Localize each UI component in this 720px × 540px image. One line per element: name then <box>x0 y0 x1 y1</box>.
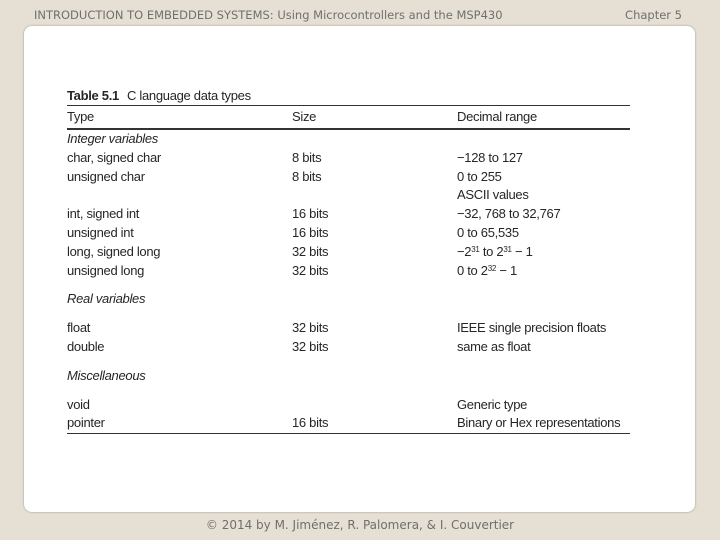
table-row <box>67 224 630 243</box>
size-cell: 16 bits <box>292 206 329 222</box>
type-cell: unsigned long <box>67 262 145 278</box>
size-cell: 32 bits <box>292 320 329 336</box>
range-cell: −128 to 127 <box>457 149 523 165</box>
table-title: C language data types <box>126 88 251 103</box>
range-part: 0 to 2 <box>457 262 488 278</box>
table-caption <box>67 87 630 105</box>
section-heading-real: Real variables <box>67 291 146 307</box>
size-cell: 16 bits <box>292 224 329 240</box>
table-row <box>67 149 630 168</box>
table-row <box>67 338 630 357</box>
type-cell: char, signed char <box>67 149 161 165</box>
column-header-size: Size <box>292 109 317 124</box>
table-row <box>67 319 630 338</box>
range-part: − 1 <box>511 243 533 259</box>
type-cell: double <box>67 338 105 354</box>
range-cell: −32, 768 to 32,767 <box>457 206 561 222</box>
table-row <box>67 262 630 281</box>
range-cell: same as float <box>457 338 531 354</box>
size-cell: 32 bits <box>292 338 329 354</box>
size-cell: 8 bits <box>292 168 322 184</box>
table-row <box>67 168 630 187</box>
type-cell: int, signed int <box>67 206 140 222</box>
type-cell: unsigned int <box>67 224 134 240</box>
data-types-table <box>67 87 630 434</box>
exponent: 31 <box>471 244 480 254</box>
type-cell: long, signed long <box>67 243 161 259</box>
table-row <box>67 396 630 415</box>
range-cell <box>457 243 533 262</box>
range-cell: Binary or Hex representations <box>457 415 621 431</box>
exponent: 31 <box>503 244 512 254</box>
size-cell: 32 bits <box>292 262 329 278</box>
table-row <box>67 243 630 262</box>
size-cell: 8 bits <box>292 149 322 165</box>
type-cell: pointer <box>67 415 105 431</box>
range-cell: ASCII values <box>457 187 529 203</box>
range-part: − 1 <box>496 262 517 278</box>
copyright-footer: © 2014 by M. Jiménez, R. Palomera, & I. Couvertier <box>205 518 515 532</box>
type-cell: void <box>67 396 90 412</box>
range-cell: 0 to 255 <box>457 168 502 184</box>
exponent: 32 <box>487 263 497 273</box>
range-part: −2 <box>457 243 472 259</box>
size-cell: 32 bits <box>292 243 329 259</box>
table-header-row <box>67 106 630 128</box>
size-cell: 16 bits <box>292 415 329 431</box>
column-header-type: Type <box>67 109 94 124</box>
range-cell: IEEE single precision floats <box>457 320 607 336</box>
table-number: Table 5.1 <box>67 88 119 103</box>
range-cell: 0 to 65,535 <box>457 224 519 240</box>
type-cell: unsigned char <box>67 168 145 184</box>
column-header-range: Decimal range <box>457 109 537 124</box>
range-part: to 2 <box>479 243 504 259</box>
bottom-rule <box>67 433 630 434</box>
table-row <box>67 186 630 205</box>
section-heading-integer: Integer variables <box>67 131 159 146</box>
range-cell <box>457 262 517 281</box>
chapter-label: Chapter 5 <box>625 8 682 22</box>
type-cell: float <box>67 320 91 336</box>
section-heading-misc: Miscellaneous <box>67 367 146 383</box>
range-cell: Generic type <box>457 396 528 412</box>
table-row <box>67 205 630 224</box>
header-title: INTRODUCTION TO EMBEDDED SYSTEMS: Using Microcontrollers and the MSP430 <box>34 8 503 22</box>
table-row <box>67 414 630 433</box>
